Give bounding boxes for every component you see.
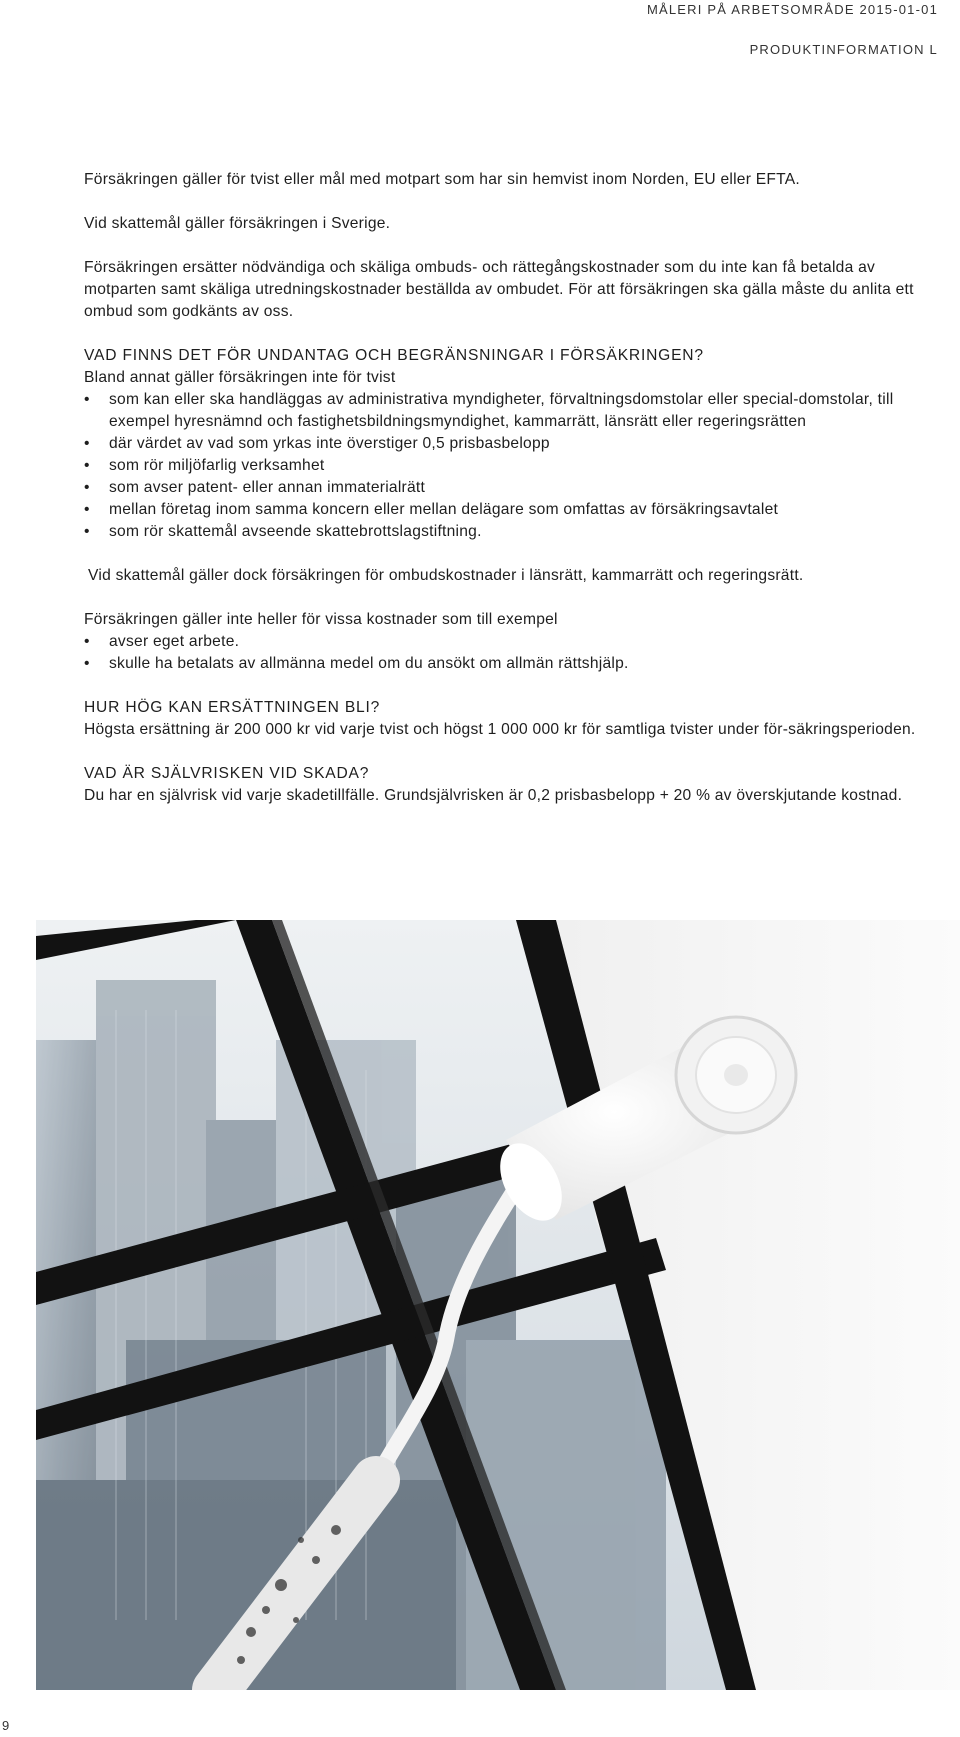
- heading-deductible: VAD ÄR SJÄLVRISKEN VID SKADA?: [84, 765, 370, 782]
- exclusions-list: [84, 389, 924, 543]
- paragraph-scope: Försäkringen gäller för tvist eller mål med motpart som har sin hemvist inom Norden, EU eller EFTA.: [84, 171, 801, 188]
- heading-exclusions: VAD FINNS DET FÖR UNDANTAG OCH BEGRÄNSNINGAR I FÖRSÄKRINGEN?: [84, 347, 704, 364]
- page-number: 9: [2, 1718, 10, 1733]
- tax-note: Vid skattemål gäller dock försäkringen för ombudskostnader i länsrätt, kammarrätt och regeringsrätt.: [88, 567, 804, 584]
- paragraph-costs-covered: Försäkringen ersätter nödvändiga och skäliga ombuds- och rättegångskostnader som du inte kan få betalda av motparten samt skäliga utredningskostnader beställda av ombudet. För att försäkringen ska gälla måste du anlita ett ombud som godkänts av oss.: [84, 259, 914, 320]
- list-item: • som avser patent- eller annan immaterialrätt: [84, 477, 924, 499]
- paint-roller-window-photo: [36, 920, 960, 1690]
- costs-intro: Försäkringen gäller inte heller för vissa kostnader som till exempel: [84, 611, 558, 628]
- paragraph-tax-cases: Vid skattemål gäller försäkringen i Sverige.: [84, 215, 391, 232]
- list-item: • avser eget arbete.: [84, 631, 924, 653]
- list-item: • där värdet av vad som yrkas inte överstiger 0,5 prisbasbelopp: [84, 433, 924, 455]
- list-item: • som rör skattemål avseende skattebrottslagstiftning.: [84, 521, 924, 543]
- compensation-text: Högsta ersättning är 200 000 kr vid varje tvist och högst 1 000 000 kr för samtliga tvister under för-säkringsperioden.: [84, 721, 916, 738]
- list-item: • som kan eller ska handläggas av administrativa myndigheter, förvaltningsdomstolar eller special-domstolar, till exempel hyresnämnd och fastighetsbildningsmyndighet, kammarrätt, länsrätt eller regeringsrätten: [84, 389, 924, 433]
- header-document-title: MÅLERI PÅ ARBETSOMRÅDE 2015-01-01: [646, 2, 938, 17]
- list-item: • mellan företag inom samma koncern eller mellan delägare som omfattas av försäkringsavtalet: [84, 499, 924, 521]
- costs-list: [84, 631, 924, 675]
- heading-compensation: HUR HÖG KAN ERSÄTTNINGEN BLI?: [84, 699, 381, 716]
- header-product-info: PRODUKTINFORMATION L: [749, 42, 938, 57]
- list-item: • skulle ha betalats av allmänna medel om du ansökt om allmän rättshjälp.: [84, 653, 924, 675]
- exclusions-intro: Bland annat gäller försäkringen inte för tvist: [84, 369, 396, 386]
- list-item: • som rör miljöfarlig verksamhet: [84, 455, 924, 477]
- document-body: [84, 169, 924, 807]
- deductible-text: Du har en självrisk vid varje skadetillfälle. Grundsjälvrisken är 0,2 prisbasbelopp + 20 % av överskjutande kostnad.: [84, 787, 903, 804]
